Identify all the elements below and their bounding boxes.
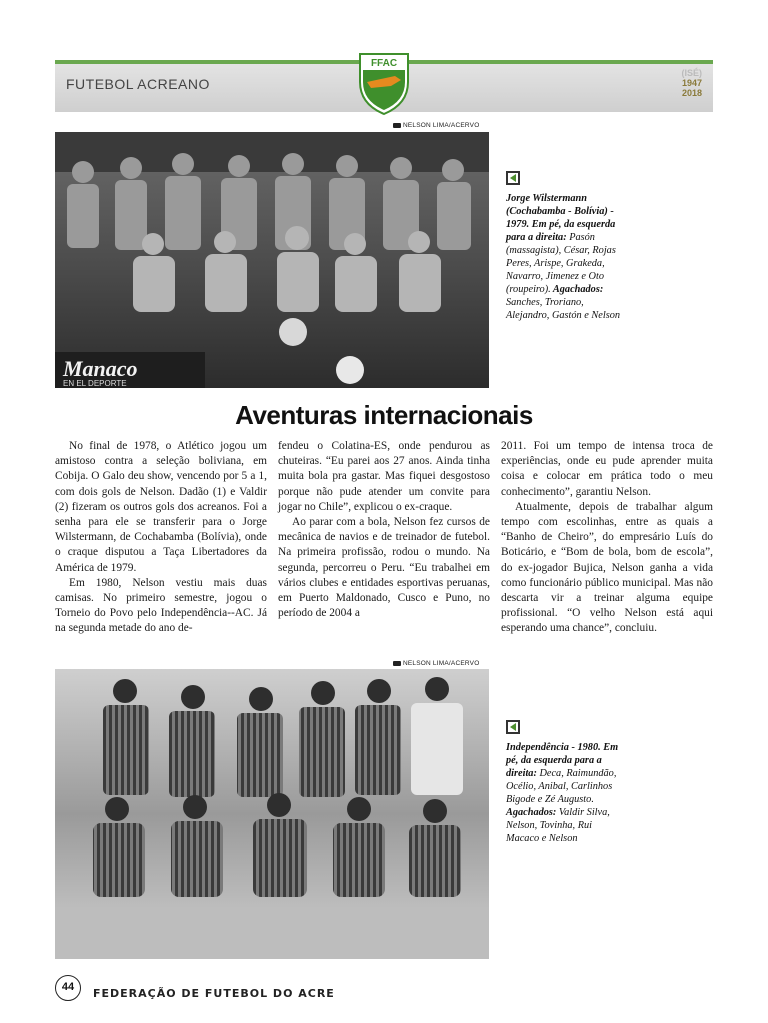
caption2-bold2: Agachados: [506, 807, 557, 818]
caption2-text: Deca, Raimundão, Océlio, Anibal, Carlinhos Bigode e Zé Augusto. [506, 768, 617, 805]
article-column-1 [55, 439, 267, 637]
logo-text: FFAC [370, 58, 398, 69]
paragraph: fendeu o Colatina-ES, onde pendurou as chuteiras. “Eu parei aos 27 anos. Ainda tinha muita bola pra gastar. Mas fiquei desgostoso porque não pude atender um convite para jogar no Chile”, explicou o ex-craque. [278, 440, 490, 513]
team-photo-1980 [55, 669, 489, 959]
caption-arrow-icon [506, 171, 520, 185]
caption1-bold: Jorge Wilstermann (Cochabamba - Bolívia) - 1979. Em pé, da esquerda para a direita: [506, 193, 616, 243]
paragraph: Atualmente, depois de trabalhar algum tempo com escolinhas, entre as quais a “Banho de Cheiro”, do empresário Luís do Boticário, e “Bom de bola, bom de escola”, do ex-jogador Bujica, Nelson ganha a vida como funcionário público municipal. Mas não descarta vir a treinar alguma equipe profissional. “O velho Nelson está aqui esperando uma chance”, concluiu. [501, 500, 713, 635]
paragraph: 2011. Foi um tempo de intensa troca de experiências, onde eu pude aprender muita coisa e colocar em prática todo o meu conhecimento”, garantiu Nelson. [501, 440, 713, 498]
team-photo-1979 [55, 132, 489, 388]
caption1-text2: Sanches, Troriano, Alejandro, Gastón e Nelson [506, 297, 621, 321]
caption-arrow-icon [506, 720, 520, 734]
photo1-credit-text: NELSON LIMA/ACERVO [403, 122, 480, 129]
caption1-bold2: Agachados: [550, 284, 604, 295]
photo-banner-sub: EN EL DEPORTE [63, 379, 127, 388]
paragraph: No final de 1978, o Atlético jogou um amistoso contra a seleção boliviana, em Cobija. O Galo deu show, vencendo por 5 a 1, com dois gols de Nelson. Dadão (1) e Valdir (2) fizeram os outros gols dos acreanos. Foi a senha para ele se transferir para o Jorge Wilstermann, de Cochabamba (Bolívia), onde o craque disputou a Taça Libertadores da América de 1979. [55, 440, 267, 574]
paragraph: Ao parar com a bola, Nelson fez cursos de mecânica de navios e de treinador de futebol. Na primeira profissão, rodou o mundo. Na segunda, percorreu o Peru. “Eu trabalhei em vários clubes e entidades esportivas peruanas, em Puerto Maldonado, Cusco e Puno, no período de 2004 a [278, 516, 490, 620]
footer-org-name: FEDERAÇÃO DE FUTEBOL DO ACRE [93, 987, 335, 1000]
caption1-text: Pasón (massagista), César, Rojas Peres, Arispe, Grakeda, Navarro, Jimenez e Oto (roupeiro). [506, 232, 616, 295]
caption2-text2: Valdir Silva, Nelson, Tovinha, Rui Macaco e Nelson [506, 807, 610, 844]
photo2-credit [393, 660, 479, 667]
photo1-credit [393, 122, 479, 129]
page-number: 44 [55, 975, 81, 1001]
ffac-logo-icon [357, 52, 411, 116]
year-2018: 2018 [681, 88, 702, 98]
photo2-credit-text: NELSON LIMA/ACERVO [403, 660, 480, 667]
year-badge [681, 68, 702, 98]
camera-icon [393, 123, 401, 128]
section-title: FUTEBOL ACREANO [66, 76, 210, 92]
caption2-bold: Independência - 1980. Em pé, da esquerda para a direita: [506, 742, 619, 779]
year-1947: 1947 [681, 78, 702, 88]
photo-banner-title: Manaco [63, 356, 138, 381]
photo2-caption [506, 741, 624, 845]
paragraph: Em 1980, Nelson vestiu mais duas camisas. No primeiro semestre, jogou o Torneio do Povo pelo Independência--AC. Já na segunda metade do ano de- [55, 576, 267, 635]
article-headline: Aventuras internacionais [235, 400, 533, 430]
year-top: (ISÉ) [681, 68, 702, 78]
article-column-3 [501, 439, 713, 637]
photo1-caption [506, 192, 624, 322]
camera-icon [393, 661, 401, 666]
article-column-2 [278, 439, 490, 621]
